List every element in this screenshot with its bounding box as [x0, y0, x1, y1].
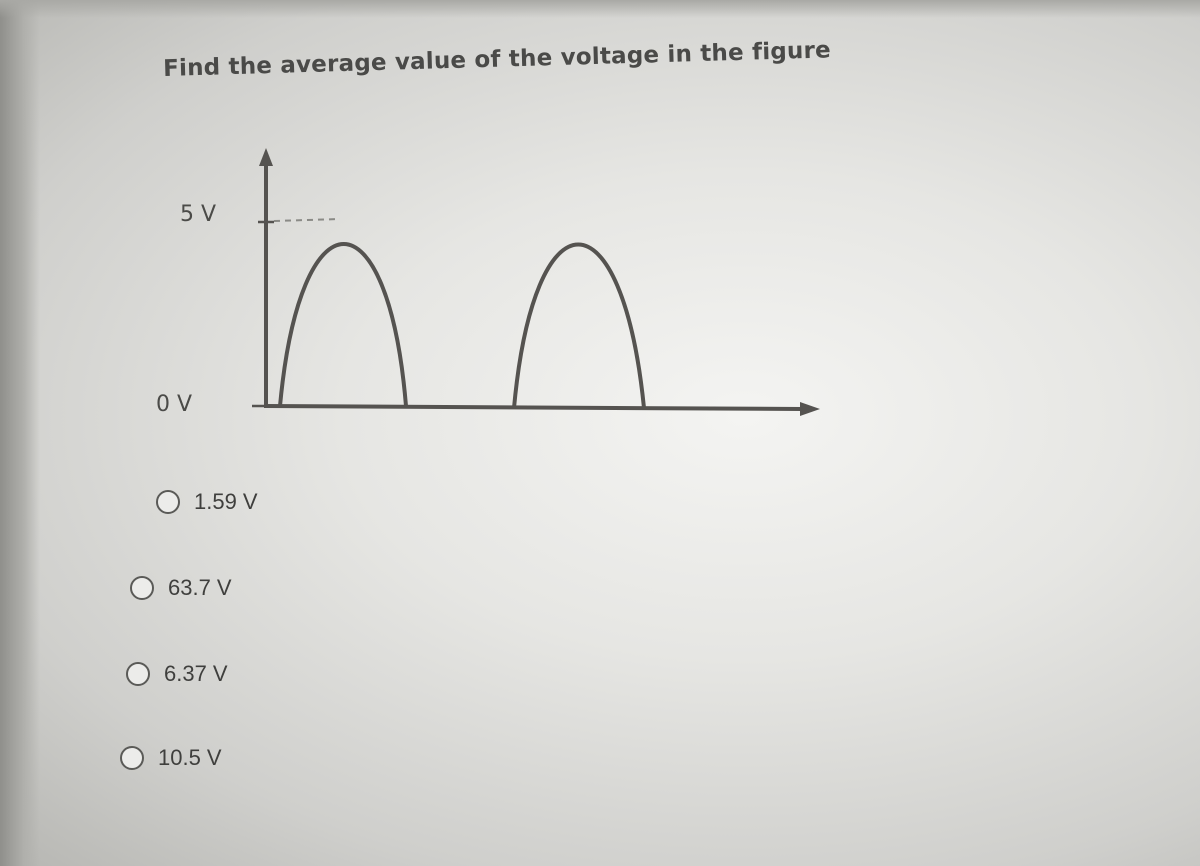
radio-button[interactable] [120, 746, 144, 770]
option-label: 1.59 V [194, 489, 258, 514]
peak-dashed-line [274, 219, 340, 221]
left-shadow [0, 0, 40, 866]
x-axis-arrow [800, 402, 820, 416]
question-text: Find the average value of the voltage in the figure [162, 37, 832, 82]
waveform-hump-2 [514, 245, 644, 409]
radio-button[interactable] [126, 662, 150, 686]
label-0v: 0 V [156, 392, 193, 417]
option-1-59v[interactable] [156, 484, 258, 520]
question-block [162, 4, 1024, 118]
x-axis [266, 406, 802, 409]
waveform-svg [140, 130, 840, 430]
radio-button[interactable] [130, 576, 154, 600]
radio-button[interactable] [156, 490, 180, 514]
voltage-waveform-figure [140, 130, 840, 430]
label-5v: 5 V [180, 202, 217, 227]
option-6-37v[interactable] [126, 656, 228, 692]
option-label: 63.7 V [168, 575, 232, 600]
option-63-7v[interactable] [130, 570, 232, 606]
waveform-hump-1 [280, 244, 406, 406]
option-label: 6.37 V [164, 661, 228, 686]
option-label: 10.5 V [158, 745, 222, 770]
option-10-5v[interactable] [120, 740, 222, 776]
y-axis-arrow [259, 148, 273, 166]
answer-options [120, 480, 520, 800]
